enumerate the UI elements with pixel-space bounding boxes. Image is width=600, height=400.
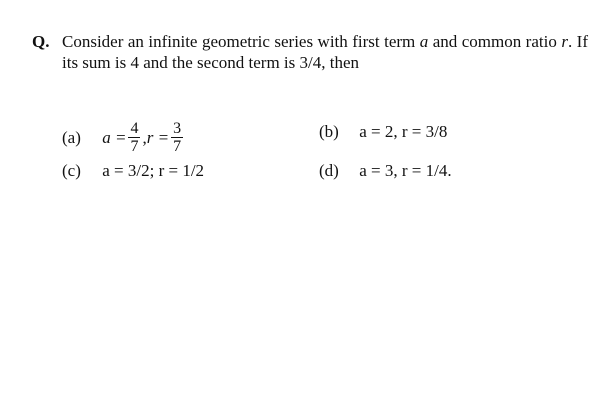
option-c — [62, 161, 204, 181]
question-label: Q. — [32, 32, 50, 51]
option-d-label: (d) — [319, 161, 339, 180]
option-a-fraction-1-denominator: 7 — [130, 138, 139, 155]
question-var-a: a — [419, 32, 429, 51]
option-a-separator: , — [142, 128, 147, 148]
question-var-r: r — [561, 32, 568, 51]
question-text-part2: and common ratio — [428, 32, 562, 51]
option-a — [62, 122, 185, 157]
option-c-text: a = 3/2; r = 1/2 — [102, 161, 205, 180]
option-a-lhs2: r = — [146, 128, 170, 148]
option-a-fraction-1-numerator: 4 — [130, 120, 139, 137]
question-text — [62, 31, 588, 73]
question-text-part1: Consider an infinite geometric series with first term — [62, 32, 420, 51]
option-a-fraction-1 — [128, 120, 140, 155]
option-d — [319, 161, 452, 181]
option-b — [319, 122, 447, 142]
option-a-label: (a) — [62, 128, 81, 148]
option-a-lhs1: a = — [102, 128, 127, 148]
option-a-fraction-2-numerator: 3 — [173, 120, 182, 137]
option-c-label: (c) — [62, 161, 81, 180]
option-a-fraction-2 — [171, 120, 183, 155]
option-a-fraction-2-denominator: 7 — [173, 138, 182, 155]
option-b-text: a = 2, r = 3/8 — [359, 122, 448, 141]
question-text-part3: . If its sum is 4 and the second term is 3/4, then — [62, 32, 588, 72]
option-d-text: a = 3, r = 1/4. — [359, 161, 452, 180]
option-b-label: (b) — [319, 122, 339, 141]
